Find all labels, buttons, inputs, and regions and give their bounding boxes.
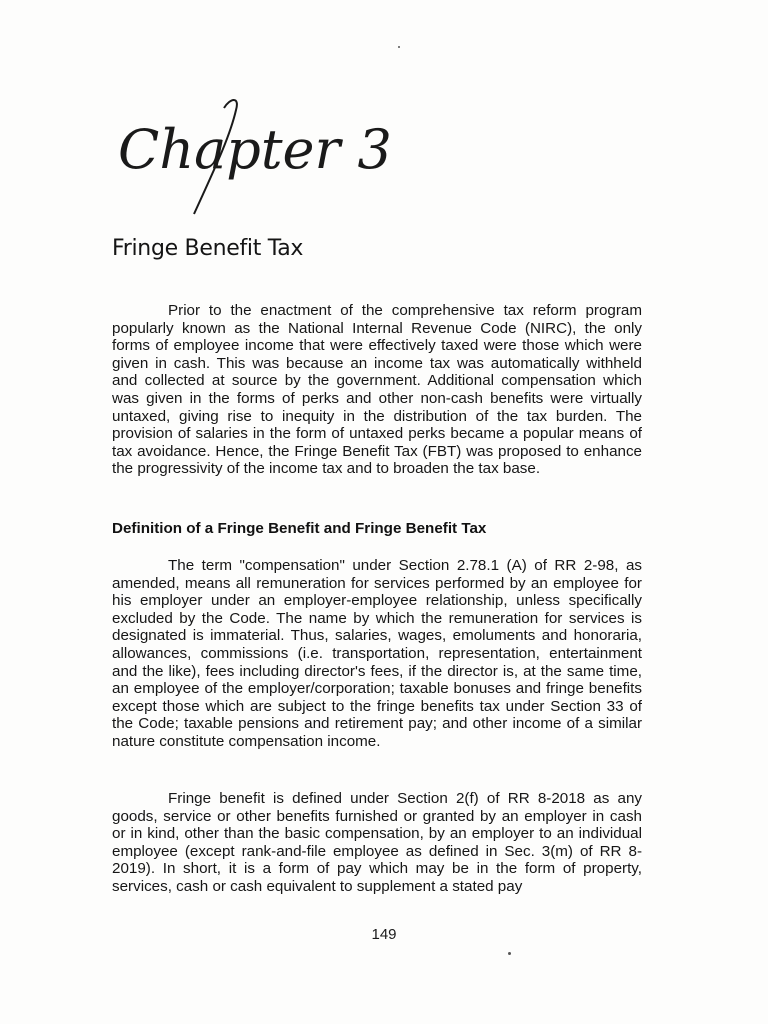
scan-speck [398, 46, 400, 48]
paragraph-intro-text: Prior to the enactment of the comprehensive tax reform program popularly known as the National Internal Revenue Code (NIRC), the only forms of employee income that were effectively taxed were those which were given in cash. This was because an income tax was automatically withheld and collected at source by the government. Additional compensation which was given in the forms of perks and other non-cash benefits were virtually untaxed, giving rise to inequity in the distribution of the tax burden. The provision of salaries in the form of untaxed perks became a popular means of tax avoidance. Hence, the Fringe Benefit Tax (FBT) was proposed to enhance the progressivity of the income tax and to broaden the tax base. [112, 302, 642, 478]
paragraph-compensation-text: The term "compensation" under Section 2.78.1 (A) of RR 2-98, as amended, means all remuneration for services performed by an employee for his employer under an employer-employee relationship, unless specifically excluded by the Code. The name by which the remuneration for services is designated is immaterial. Thus, salaries, wages, emoluments and honoraria, allowances, commissions (i.e. transportation, representation, entertainment and the like), fees including director's fees, if the director is, at the same time, an employee of the employer/corporation; taxable bonuses and fringe benefits except those which are subject to the fringe benefits tax under Section 33 of the Code; taxable pensions and retirement pay; and other income of a similar nature constitute compensation income. [112, 557, 642, 750]
paragraph-compensation [112, 557, 642, 751]
section-title: Fringe Benefit Tax [112, 236, 304, 261]
page-number: 149 [371, 926, 397, 943]
paragraph-fringe-benefit-text: Fringe benefit is defined under Section 2(f) of RR 8-2018 as any goods, service or other benefits furnished or granted by an employer in cash or in kind, other than the basic compensation, by an employer to an individual employee (except rank-and-file employee as defined in Sec. 3(m) of RR 8-2019). In short, it is a form of pay which may be in the form of property, services, cash or cash equivalent to supplement a stated pay [112, 790, 642, 895]
chapter-3-script-heading [112, 96, 392, 226]
scan-speck [508, 952, 511, 955]
chapter-heading-text: Chapter 3 [118, 118, 392, 181]
subheading-definition: Definition of a Fringe Benefit and Fringe Benefit Tax [112, 520, 487, 537]
paragraph-fringe-benefit [112, 790, 642, 896]
chapter-heading [112, 96, 392, 226]
paragraph-intro [112, 302, 642, 478]
